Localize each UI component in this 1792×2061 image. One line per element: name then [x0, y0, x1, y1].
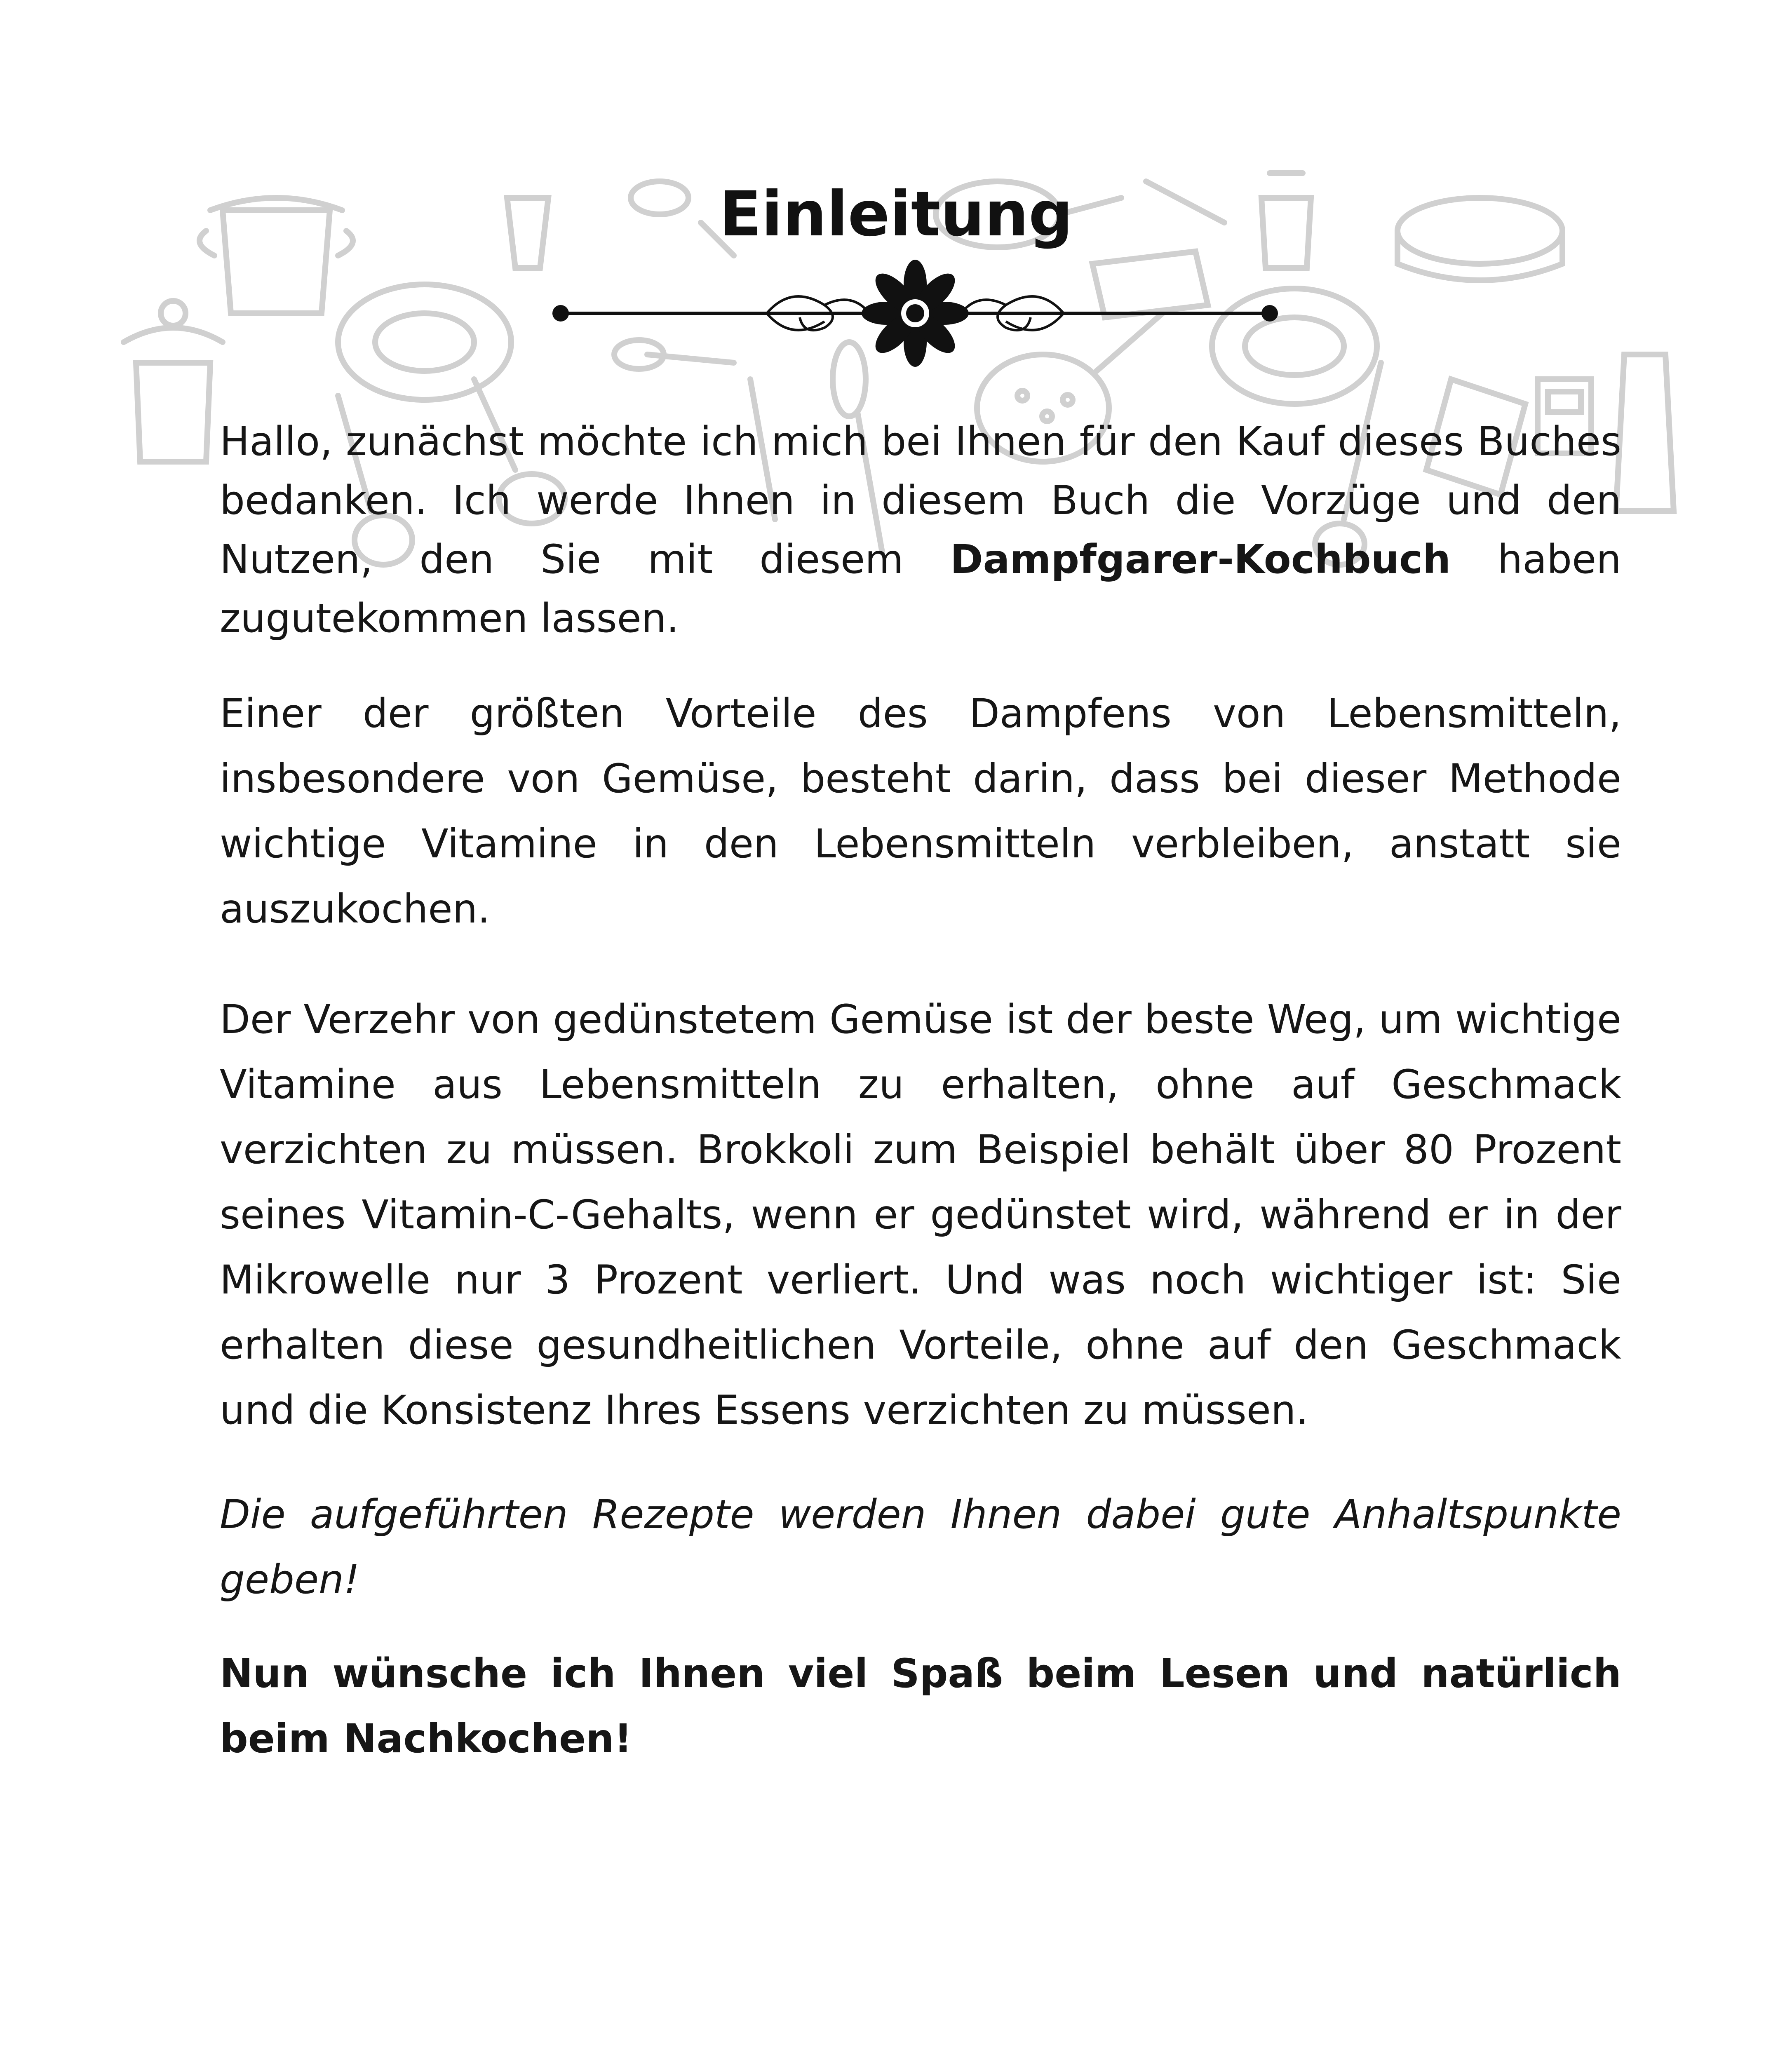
bowl-icon — [338, 284, 511, 400]
paragraph-closing: Nun wünsche ich Ihnen viel Spaß beim Lesen und natürlich beim Nachkochen! — [220, 1650, 1621, 1762]
paragraph-advantages: Einer der größten Vorteile des Dampfens von Lebensmitteln, insbesondere von Gemüse, besteht darin, dass bei dieser Methode wichtige Vitamine in den Lebensmitteln verbleiben, anstatt sie auszukochen. — [220, 690, 1621, 932]
paragraph-recipes-note: Die aufgeführten Rezepte werden Ihnen dabei gute Anhaltspunkte geben! — [220, 1491, 1621, 1603]
introduction-text — [220, 412, 1621, 1771]
ornamental-divider — [536, 260, 1294, 367]
lidded-pot-icon — [124, 301, 223, 462]
paragraph-vitamins: Der Verzehr von gedünstetem Gemüse ist der beste Weg, um wichtige Vitamine aus Lebensmitteln zu erhalten, ohne auf Geschmack verzichten zu müssen. Brokkoli zum Beispiel behält über 80 Prozent seines Vitamin-C-Gehalts, wenn er gedünstet wird, während er in der Mikrowelle nur 3 Prozent verliert. Und was noch wichtiger ist: Sie erhalten diese gesundheitlichen Vorteile, ohne auf den Geschmack und die Konsistenz Ihres Essens verzichten zu müssen. — [220, 996, 1621, 1433]
flower-ornament-icon — [862, 260, 969, 367]
paragraph-thanks — [220, 412, 1621, 648]
grater-icon — [1616, 354, 1674, 511]
book-title-emphasis: Dampfgarer-Kochbuch — [950, 536, 1451, 582]
page-title: Einleitung — [719, 178, 1073, 250]
paragraph-thanks-start: Hallo, zunächst möchte ich mich bei Ihnen für den Kauf dieses Buches bedanken. Ich werde Ihnen in diesem Buch die Vorzüge und den Nutzen, den Sie mit diesem — [220, 418, 1621, 582]
paragraph-thanks-end: haben zugutekommen lassen. — [220, 536, 1622, 641]
